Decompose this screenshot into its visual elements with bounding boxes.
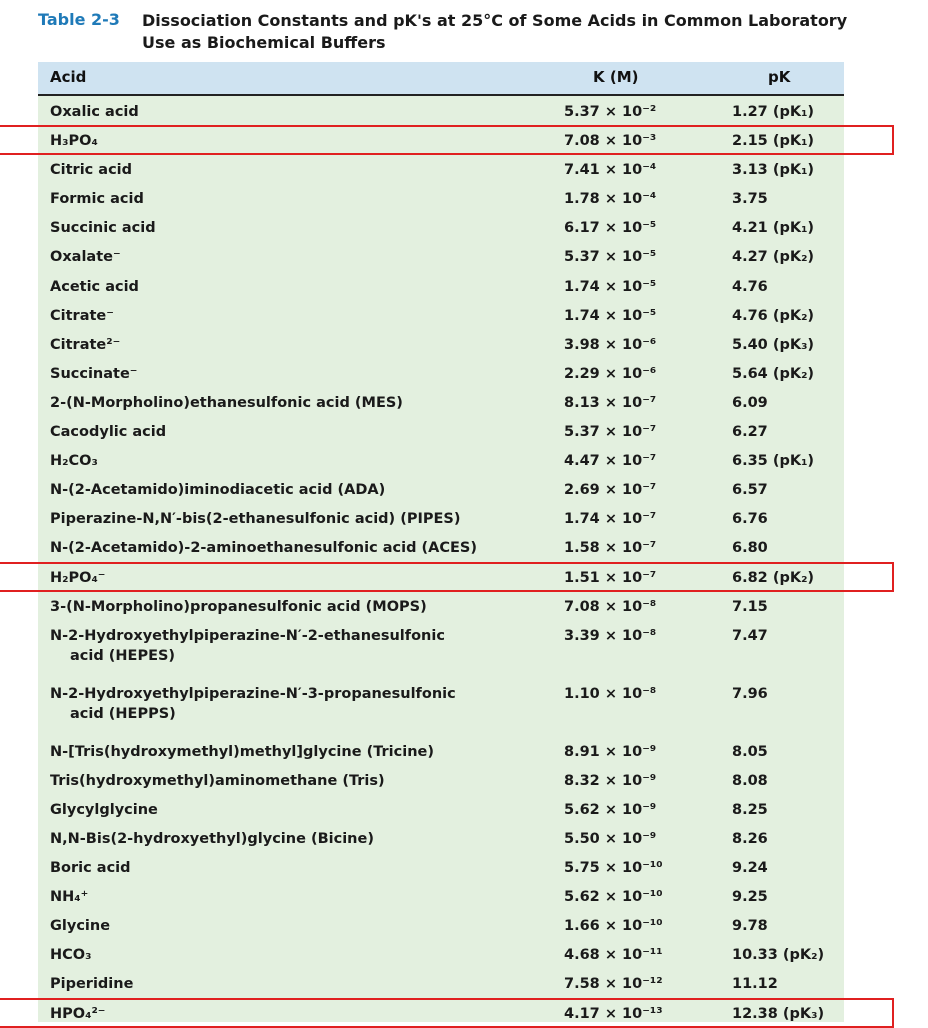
table-row: [38, 241, 844, 270]
k-value: 8.32 × 10⁻⁹: [564, 772, 657, 789]
table-row: [38, 445, 844, 474]
acid-name-text: Oxalic acid: [50, 104, 139, 120]
acid-name-text: Piperidine: [50, 976, 134, 993]
acid-name-text: Acetic acid: [50, 278, 139, 295]
acid-name-text: Succinate⁻: [50, 365, 138, 382]
acid-name: [50, 306, 550, 326]
table-row: [38, 678, 844, 736]
pk-value: 4.76 (pK₂): [732, 307, 815, 324]
acid-name-text: H₃PO₄: [50, 133, 98, 150]
acid-name: [50, 916, 550, 936]
acid-name: [50, 364, 550, 384]
table-body: [38, 96, 844, 1027]
table-row: [38, 562, 844, 591]
k-value: 8.13 × 10⁻⁷: [564, 394, 657, 411]
k-value: 1.74 × 10⁻⁵: [564, 278, 657, 295]
header-acid: Acid: [50, 68, 87, 86]
highlight-box: [0, 125, 894, 155]
table-row: [38, 591, 844, 620]
acid-name: [50, 597, 550, 617]
acid-name: [50, 858, 550, 878]
highlight-box: [0, 562, 894, 592]
table-row: [38, 300, 844, 329]
acid-name: [50, 626, 550, 666]
pk-value: 5.64 (pK₂): [732, 365, 815, 382]
acid-name: [50, 742, 550, 762]
acid-name-text: N-2-Hydroxyethylpiperazine-N′-2-ethanesulfonic: [50, 627, 445, 644]
acid-name-text: Citrate⁻: [50, 307, 114, 324]
acid-name: [50, 451, 550, 471]
header-pk: pK: [768, 68, 791, 86]
table-row: [38, 736, 844, 765]
pk-value: 1.27 (pK₁): [732, 104, 815, 120]
highlight-box: [0, 998, 894, 1028]
acid-name: [50, 189, 550, 209]
pk-value: 3.13 (pK₁): [732, 162, 815, 179]
k-value: 4.17 × 10⁻¹³: [564, 1005, 663, 1022]
pk-value: 6.57: [732, 482, 768, 499]
table-row: [38, 503, 844, 532]
table-row: [38, 968, 844, 997]
acid-name: [50, 335, 550, 355]
table-row: [38, 532, 844, 561]
acid-name-text: Piperazine-N,N′-bis(2-ethanesulfonic acid) (PIPES): [50, 511, 461, 528]
acid-name-text: Cacodylic acid: [50, 424, 167, 441]
acid-name: [50, 887, 550, 907]
pk-value: 6.76: [732, 511, 768, 528]
table-row: [38, 852, 844, 881]
k-value: 5.75 × 10⁻¹⁰: [564, 860, 663, 877]
acid-name-text: Glycine: [50, 918, 111, 935]
acid-name-text: Oxalate⁻: [50, 249, 121, 266]
acid-name: [50, 538, 550, 558]
acid-name-text: N-2-Hydroxyethylpiperazine-N′-3-propanesulfonic: [50, 685, 456, 702]
k-value: 7.08 × 10⁻³: [564, 133, 657, 150]
k-value: 1.58 × 10⁻⁷: [564, 540, 657, 557]
acid-name-text: Glycylglycine: [50, 801, 158, 818]
k-value: 1.66 × 10⁻¹⁰: [564, 918, 663, 935]
k-value: 4.47 × 10⁻⁷: [564, 453, 657, 470]
acid-name: [50, 945, 550, 965]
pk-value: 4.27 (pK₂): [732, 249, 815, 266]
k-value: 2.29 × 10⁻⁶: [564, 365, 657, 382]
table-row: [38, 794, 844, 823]
pk-value: 9.25: [732, 889, 768, 906]
table-title: [142, 10, 902, 54]
acid-name-text: N-(2-Acetamido)iminodiacetic acid (ADA): [50, 482, 386, 499]
acid-name-continued: acid (HEPPS): [70, 705, 176, 722]
k-value: 5.37 × 10⁻⁷: [564, 424, 657, 441]
pk-value: 8.05: [732, 743, 768, 760]
acid-name: [50, 684, 550, 724]
header-k: K (M): [593, 68, 639, 86]
k-value: 1.51 × 10⁻⁷: [564, 569, 657, 586]
pk-value: 11.12: [732, 976, 778, 993]
k-value: 5.50 × 10⁻⁹: [564, 830, 657, 847]
pk-value: 6.82 (pK₂): [732, 569, 815, 586]
acid-name: [50, 509, 550, 529]
pk-value: 8.25: [732, 801, 768, 818]
acid-name-continued: acid (HEPES): [70, 647, 176, 664]
k-value: 5.62 × 10⁻⁹: [564, 801, 657, 818]
k-value: 2.69 × 10⁻⁷: [564, 482, 657, 499]
acid-name-text: N,N-Bis(2-hydroxyethyl)glycine (Bicine): [50, 830, 374, 847]
k-value: 1.74 × 10⁻⁷: [564, 511, 657, 528]
acid-name: [50, 247, 550, 267]
k-value: 7.41 × 10⁻⁴: [564, 162, 657, 179]
acid-name: [50, 422, 550, 442]
pk-value: 7.96: [732, 685, 768, 702]
pk-value: 2.15 (pK₁): [732, 133, 815, 150]
table-row: [38, 212, 844, 241]
pk-value: 12.38 (pK₃): [732, 1005, 825, 1022]
table-label: Table 2-3: [38, 10, 120, 29]
k-value: 5.62 × 10⁻¹⁰: [564, 889, 663, 906]
table-row: [38, 154, 844, 183]
k-value: 1.10 × 10⁻⁸: [564, 685, 657, 702]
acid-name: [50, 974, 550, 994]
table-row: [38, 939, 844, 968]
k-value: 8.91 × 10⁻⁹: [564, 743, 657, 760]
k-value: 5.37 × 10⁻⁵: [564, 249, 657, 266]
table-row: [38, 125, 844, 154]
acid-name-text: NH₄⁺: [50, 889, 89, 906]
acid-name: [50, 277, 550, 297]
pk-value: 9.78: [732, 918, 768, 935]
k-value: 7.58 × 10⁻¹²: [564, 976, 663, 993]
k-value: 1.78 × 10⁻⁴: [564, 191, 657, 208]
table-row: [38, 910, 844, 939]
k-value: 3.98 × 10⁻⁶: [564, 336, 657, 353]
pk-value: 4.76: [732, 278, 768, 295]
acid-name-text: Citric acid: [50, 162, 133, 179]
acid-name-text: N-(2-Acetamido)-2-aminoethanesulfonic acid (ACES): [50, 540, 477, 557]
pk-value: 5.40 (pK₃): [732, 336, 815, 353]
pk-value: 7.15: [732, 598, 768, 615]
pk-value: 6.27: [732, 424, 768, 441]
acid-name-text: H₂CO₃: [50, 453, 98, 470]
buffer-table: [38, 62, 844, 1022]
table-row: [38, 474, 844, 503]
acid-name: [50, 218, 550, 238]
acid-name: [50, 771, 550, 791]
acid-name: [50, 393, 550, 413]
acid-name-text: Tris(hydroxymethyl)aminomethane (Tris): [50, 772, 385, 789]
table-row: [38, 183, 844, 212]
table-row: [38, 416, 844, 445]
acid-name-text: Formic acid: [50, 191, 144, 208]
acid-name: [50, 480, 550, 500]
pk-value: 8.26: [732, 830, 768, 847]
acid-name-text: HCO₃: [50, 947, 92, 964]
pk-value: 6.80: [732, 540, 768, 557]
k-value: 5.37 × 10⁻²: [564, 104, 657, 120]
table-row: [38, 96, 844, 125]
acid-name-text: N-[Tris(hydroxymethyl)methyl]glycine (Tricine): [50, 743, 434, 760]
table-row: [38, 271, 844, 300]
pk-value: 6.35 (pK₁): [732, 453, 815, 470]
acid-name: [50, 160, 550, 180]
k-value: 1.74 × 10⁻⁵: [564, 307, 657, 324]
pk-value: 3.75: [732, 191, 768, 208]
pk-value: 7.47: [732, 627, 768, 644]
k-value: 3.39 × 10⁻⁸: [564, 627, 657, 644]
table-row: [38, 823, 844, 852]
acid-name-text: 3-(N-Morpholino)propanesulfonic acid (MOPS): [50, 598, 427, 615]
table-row: [38, 329, 844, 358]
acid-name-text: Citrate²⁻: [50, 336, 121, 353]
k-value: 6.17 × 10⁻⁵: [564, 220, 657, 237]
k-value: 4.68 × 10⁻¹¹: [564, 947, 663, 964]
table-row: [38, 765, 844, 794]
acid-name-text: H₂PO₄⁻: [50, 569, 106, 586]
pk-value: 10.33 (pK₂): [732, 947, 825, 964]
k-value: 7.08 × 10⁻⁸: [564, 598, 657, 615]
title-line-1: Dissociation Constants and pK's at 25°C of Some Acids in Common Laboratory: [142, 11, 848, 30]
acid-name: [50, 102, 550, 122]
pk-value: 6.09: [732, 394, 768, 411]
pk-value: 4.21 (pK₁): [732, 220, 815, 237]
acid-name-text: Succinic acid: [50, 220, 156, 237]
pk-value: 9.24: [732, 860, 768, 877]
acid-name-text: 2-(N-Morpholino)ethanesulfonic acid (MES): [50, 394, 403, 411]
acid-name: [50, 800, 550, 820]
table-row: [38, 387, 844, 416]
pk-value: 8.08: [732, 772, 768, 789]
acid-name: [50, 829, 550, 849]
table-row: [38, 998, 844, 1027]
table-row: [38, 881, 844, 910]
table-row: [38, 358, 844, 387]
title-line-2: Use as Biochemical Buffers: [142, 33, 386, 52]
table-header: [38, 62, 844, 94]
acid-name-text: Boric acid: [50, 860, 131, 877]
table-row: [38, 620, 844, 678]
acid-name-text: HPO₄²⁻: [50, 1005, 106, 1022]
